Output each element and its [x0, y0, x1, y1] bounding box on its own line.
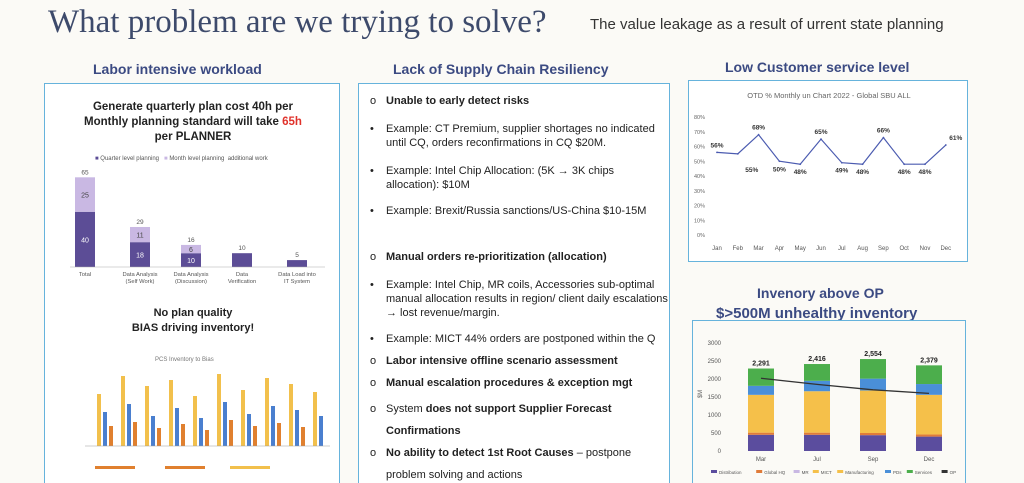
workload-legend: ■ Quarter level planning ■ Month level planning additional work — [95, 156, 268, 162]
otd-data-label: 50% — [772, 166, 786, 174]
page-subtitle: The value leakage as a result of ​urrent state planning — [590, 16, 944, 33]
inventory-legend-swatch — [813, 470, 819, 473]
inventory-bar-segment — [748, 435, 774, 451]
callout-line-3: per PLANNER — [154, 131, 232, 143]
callout-highlight: 65h — [282, 116, 302, 128]
inventory-bar-segment — [748, 395, 774, 433]
inventory-bar-segment — [748, 369, 774, 386]
list-item: o No ability to detect 1st Root Causes – postpone problem solving and actions — [370, 447, 632, 481]
workload-bar-label: 25 — [81, 192, 89, 200]
otd-point — [841, 162, 843, 164]
otd-xtick-label: Dec — [940, 246, 952, 252]
inventory-legend-label: Distribution — [719, 470, 742, 475]
otd-data-label: 48% — [918, 169, 932, 177]
list-item: o Manual escalation procedures & exception mgt — [370, 377, 633, 389]
quality-line-2: BIAS driving inventory! — [131, 322, 255, 334]
right-heading: Low Customer service level — [725, 59, 910, 75]
otd-point — [924, 163, 926, 165]
inventory-bar-segment — [804, 433, 830, 435]
otd-chart — [689, 101, 967, 261]
otd-xtick-label: Oct — [899, 246, 909, 252]
inventory-legend-swatch — [885, 470, 891, 473]
inventory-bar-segment — [860, 359, 886, 379]
inventory-bar-segment — [916, 365, 942, 384]
otd-point — [883, 137, 885, 139]
inventory-bar-segment — [804, 435, 830, 451]
inventory-bar-segment — [748, 433, 774, 435]
otd-point — [862, 163, 864, 165]
inventory-legend-swatch — [907, 470, 913, 473]
workload-total-label: 16 — [187, 236, 195, 244]
workload-category-label: (Discussion) — [175, 279, 207, 285]
workload-total-label: 5 — [295, 252, 299, 260]
inventory-legend-label: MR — [801, 470, 809, 475]
workload-bar — [232, 253, 252, 267]
otd-chart-title: OTD % Monthly un Chart 2022 - Global SBU ALL — [747, 91, 911, 100]
otd-point — [945, 144, 947, 146]
otd-point — [779, 160, 781, 162]
workload-total-label: 29 — [136, 218, 144, 226]
inventory-xtick-label: Jul — [813, 457, 821, 463]
otd-xtick-label: Aug — [857, 246, 868, 252]
inventory-legend-label: MICT — [820, 470, 832, 475]
workload-bar-label: 11 — [136, 232, 144, 240]
otd-xtick-label: Apr — [774, 246, 785, 252]
list-item: o Manual orders re-prioritization (allocation) — [370, 251, 607, 263]
inventory-ytick-label: 2000 — [707, 377, 721, 383]
inventory-total-label: 2,554 — [864, 351, 882, 359]
inventory-bar-segment — [748, 386, 774, 395]
inventory-heading-2: $>500M unhealthy inventory — [716, 305, 918, 322]
inventory-xtick-label: Dec — [923, 457, 935, 463]
inventory-bar-segment — [916, 434, 942, 436]
inventory-bar-segment — [860, 433, 886, 435]
otd-data-label: 48% — [897, 169, 911, 177]
inventory-bar-segment — [804, 381, 830, 391]
list-item: • Example: Intel Chip Allocation: (5K → 3K chips allocation): $10M — [370, 165, 615, 191]
workload-bar-label: 40 — [81, 237, 89, 245]
otd-xtick-label: Jun — [816, 246, 826, 252]
otd-ytick-label: 70% — [693, 129, 705, 136]
workload-category-label: Verification — [227, 279, 257, 285]
otd-xtick-label: Nov — [919, 246, 931, 252]
otd-data-label: 61% — [949, 135, 963, 143]
inventory-ytick-label: 1500 — [707, 395, 721, 401]
workload-bar — [287, 260, 307, 267]
workload-category-label: Total — [78, 272, 92, 278]
otd-ytick-label: 80% — [693, 115, 705, 121]
otd-point — [737, 153, 739, 155]
otd-data-label: 49% — [835, 167, 849, 175]
workload-bar-label: 6 — [189, 247, 193, 255]
workload-bar-label: 18 — [136, 252, 144, 260]
inventory-op-line — [761, 378, 929, 393]
otd-point — [799, 163, 801, 165]
callout-line-1: Generate quarterly plan cost 40h per — [92, 101, 294, 113]
inventory-legend-label: OP — [949, 470, 957, 475]
inventory-chart — [693, 321, 965, 483]
list-item: • Example: MICT 44% orders are postponed within the Q — [370, 333, 656, 345]
inventory-ytick-label: 500 — [710, 431, 721, 437]
workload-total-label: 10 — [238, 245, 246, 253]
middle-heading: Lack of Supply Chain Resiliency — [393, 61, 609, 77]
inventory-total-label: 2,291 — [752, 360, 770, 368]
otd-point — [903, 163, 905, 165]
inventory-xtick-label: Mar — [755, 457, 767, 463]
inventory-panel — [692, 320, 966, 483]
inventory-legend-swatch — [794, 470, 800, 473]
left-heading: Labor intensive workload — [93, 61, 262, 77]
otd-data-label: 48% — [793, 169, 807, 177]
inventory-bar-segment — [916, 395, 942, 435]
inventory-ytick-label: 1000 — [707, 413, 721, 419]
otd-data-label: 55% — [745, 166, 759, 174]
inventory-bar-segment — [916, 437, 942, 451]
left-panel — [44, 83, 340, 483]
inventory-legend-swatch — [756, 470, 762, 473]
callout-line-2: Monthly planning standard will take 65h — [84, 116, 302, 128]
otd-panel — [688, 80, 968, 262]
workload-bar-label: 10 — [187, 258, 195, 266]
inventory-legend-label: PDs — [893, 470, 902, 475]
otd-ytick-label: 0% — [697, 233, 705, 239]
workload-category-label: Data Analysis — [122, 272, 158, 278]
inventory-ytick-label: 0 — [717, 449, 721, 455]
inventory-legend-label: Services — [914, 470, 933, 475]
otd-point — [820, 138, 822, 140]
otd-ytick-label: 40% — [693, 174, 705, 180]
otd-point — [716, 152, 718, 154]
otd-data-label: 56% — [710, 142, 724, 150]
otd-xtick-label: Jan — [712, 246, 722, 252]
otd-ytick-label: 20% — [693, 203, 705, 210]
list-item: • Example: Brexit/Russia sanctions/US-China $10-15M — [370, 205, 647, 217]
list-item: o Labor intensive offline scenario assessment — [370, 355, 618, 367]
workload-category-label: (Self Work) — [125, 279, 155, 285]
otd-xtick-label: May — [794, 246, 806, 252]
list-item: o Unable to early detect risks — [370, 95, 530, 107]
inventory-legend-label: Global HQ — [764, 470, 786, 475]
quality-line-1: No plan quality — [153, 307, 233, 319]
inventory-ytick-label: 2500 — [707, 359, 721, 365]
inventory-legend-label: Manufacturing — [845, 470, 874, 475]
workload-callout — [45, 100, 341, 145]
list-item: o System does not support Supplier Forecast Confirmations — [370, 403, 612, 437]
workload-category-label: Data — [235, 272, 249, 278]
workload-category-label: Data Load into — [278, 272, 316, 278]
inventory-bar-segment — [860, 435, 886, 451]
inventory-bar-segment — [860, 391, 886, 433]
inventory-legend-swatch — [942, 470, 948, 473]
otd-point — [758, 134, 760, 136]
list-item: • Example: CT Premium, supplier shortages no indicated until CQ, orders reconfirmations in CQ $20M. — [370, 123, 655, 149]
inventory-total-label: 2,416 — [808, 356, 826, 364]
otd-data-label: 66% — [876, 127, 890, 135]
otd-data-label: 65% — [814, 129, 828, 137]
bias-chart-title: PCS Inventory to Bias — [155, 357, 214, 363]
otd-data-label: 48% — [856, 169, 870, 177]
inventory-xtick-label: Sep — [867, 457, 879, 463]
otd-ytick-label: 10% — [693, 218, 705, 225]
inventory-ylabel: $M — [698, 389, 705, 399]
workload-chart — [45, 162, 341, 292]
otd-xtick-label: Mar — [753, 246, 764, 252]
inventory-ytick-label: 3000 — [707, 341, 721, 347]
inventory-bar-segment — [804, 391, 830, 432]
otd-xtick-label: Feb — [732, 246, 743, 252]
list-item: • Example: Intel Chip, MR coils, Accessories sub-optimal manual allocation results in region/ client daily escalations → lost revenue/margin. — [370, 279, 668, 319]
otd-ytick-label: 50% — [693, 159, 705, 166]
quality-callout — [45, 306, 341, 336]
inventory-total-label: 2,379 — [920, 357, 938, 365]
page-title: What problem are we trying to solve? — [48, 4, 547, 40]
workload-category-label: Data Analysis — [173, 272, 209, 278]
inventory-legend-swatch — [711, 470, 717, 473]
otd-series-line — [717, 135, 946, 165]
bias-chart — [45, 366, 341, 476]
workload-category-label: IT System — [284, 279, 310, 285]
otd-ytick-label: 30% — [693, 188, 705, 195]
inventory-legend-swatch — [837, 470, 843, 473]
otd-xtick-label: Sep — [878, 246, 889, 252]
otd-ytick-label: 60% — [693, 144, 705, 151]
inventory-bar-segment — [804, 364, 830, 381]
otd-xtick-label: Jul — [837, 246, 846, 252]
workload-total-label: 65 — [81, 169, 89, 177]
inventory-heading-1: Invenory above OP — [757, 285, 884, 301]
otd-data-label: 68% — [752, 124, 766, 132]
